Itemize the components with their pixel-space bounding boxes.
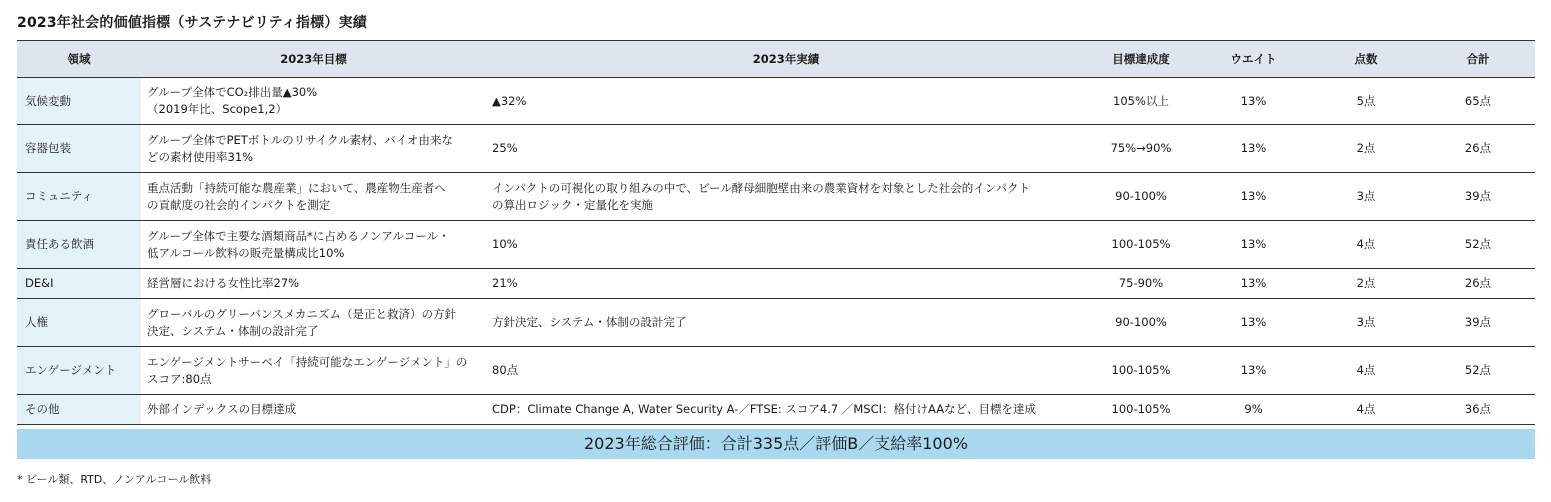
row-area: 人権 [17,299,141,347]
actual-line: 21% [492,276,518,290]
table-row [17,221,1535,269]
row-achievement: 90-100% [1086,299,1196,347]
target-line: 重点活動「持続可能な農産業」において、農産物生産者へ [147,180,446,195]
row-weight: 13% [1196,78,1311,125]
actual-line: 25% [492,141,518,155]
row-total: 65点 [1421,78,1535,125]
table-row [17,78,1535,125]
table-row [17,173,1535,221]
row-actual [486,269,1086,299]
header-weight: ウエイト [1196,41,1311,78]
actual-line: 10% [492,237,518,251]
row-target [141,173,486,221]
row-actual [486,395,1086,425]
target-line: （2019年比、Scope1,2） [147,102,288,116]
header-target: 2023年目標 [141,41,486,78]
row-achievement: 100-105% [1086,395,1196,425]
row-achievement: 100-105% [1086,347,1196,395]
row-score: 2点 [1311,269,1421,299]
row-achievement: 75%→90% [1086,125,1196,173]
row-actual [486,221,1086,269]
footnote: * ビール類、RTD、ノンアルコール飲料 [17,473,212,486]
header-score: 点数 [1311,41,1421,78]
row-weight: 13% [1196,299,1311,347]
row-score: 4点 [1311,395,1421,425]
target-line: グループ全体でPETボトルのリサイクル素材、バイオ由来な [147,132,453,147]
row-target [141,221,486,269]
row-achievement: 105%以上 [1086,78,1196,125]
target-line: 経営層における女性比率27% [147,276,300,290]
row-actual [486,299,1086,347]
row-weight: 13% [1196,125,1311,173]
row-actual [486,125,1086,173]
target-line: エンゲージメントサーベイ「持続可能なエンゲージメント」の [147,354,468,369]
table-row [17,395,1535,425]
actual-line: 方針決定、システム・体制の設計完了 [492,315,687,329]
row-score: 3点 [1311,299,1421,347]
row-area: 気候変動 [17,78,141,125]
row-achievement: 100-105% [1086,221,1196,269]
target-line: 外部インデックスの目標達成 [147,402,297,416]
row-achievement: 90-100% [1086,173,1196,221]
row-actual [486,78,1086,125]
actual-line: インパクトの可視化の取り組みの中で、ビール酵母細胞壁由来の農業資材を対象とした社会的インパクト [492,180,1030,195]
table-row [17,299,1535,347]
row-weight: 13% [1196,269,1311,299]
row-total: 26点 [1421,269,1535,299]
row-area: コミュニティ [17,173,141,221]
row-target [141,269,486,299]
row-target [141,299,486,347]
row-area: その他 [17,395,141,425]
actual-line: の算出ロジック・定量化を実施 [492,197,653,212]
row-target [141,395,486,425]
row-achievement: 75-90% [1086,269,1196,299]
row-total: 52点 [1421,221,1535,269]
row-weight: 13% [1196,221,1311,269]
row-score: 2点 [1311,125,1421,173]
target-line: どの素材使用率31% [147,149,254,164]
row-target [141,125,486,173]
table-row [17,125,1535,173]
row-score: 3点 [1311,173,1421,221]
row-total: 36点 [1421,395,1535,425]
overall-evaluation-banner: 2023年総合評価：合計335点／評価B／支給率100% [17,429,1535,459]
row-score: 5点 [1311,78,1421,125]
row-area: エンゲージメント [17,347,141,395]
indicator-table [17,40,1535,425]
target-line: スコア:80点 [147,371,212,386]
row-total: 39点 [1421,299,1535,347]
actual-line: CDP：Climate Change A, Water Security A-／FTSE: スコア4.7 ／MSCI：格付けAAなど、目標を達成 [492,402,1037,416]
target-line: グループ全体で主要な酒類商品*に占めるノンアルコール・ [147,228,450,243]
row-weight: 13% [1196,347,1311,395]
header-achievement: 目標達成度 [1086,41,1196,78]
row-area: 責任ある飲酒 [17,221,141,269]
header-area: 領域 [17,41,141,78]
actual-line: ▲32% [492,93,527,108]
row-score: 4点 [1311,221,1421,269]
header-actual: 2023年実績 [486,41,1086,78]
actual-line: 80点 [492,363,519,377]
target-line: グローバルのグリーバンスメカニズム（是正と救済）の方針 [147,306,457,321]
table-header-row [17,41,1535,78]
row-weight: 13% [1196,173,1311,221]
header-total: 合計 [1421,41,1535,78]
row-area: 容器包装 [17,125,141,173]
row-area: DE&I [17,269,141,299]
target-line: 決定、システム・体制の設計完了 [147,323,319,338]
page-title: 2023年社会的価値指標（サステナビリティ指標）実績 [17,15,367,31]
table-row [17,347,1535,395]
target-line: 低アルコール飲料の販売量構成比10% [147,245,345,260]
row-target [141,78,486,125]
row-score: 4点 [1311,347,1421,395]
target-line: の貢献度の社会的インパクトを測定 [147,197,331,212]
row-actual [486,347,1086,395]
row-total: 26点 [1421,125,1535,173]
row-actual [486,173,1086,221]
row-weight: 9% [1196,395,1311,425]
target-line: グループ全体でCO₂排出量▲30% [147,85,318,99]
row-total: 39点 [1421,173,1535,221]
row-target [141,347,486,395]
table-row [17,269,1535,299]
row-total: 52点 [1421,347,1535,395]
